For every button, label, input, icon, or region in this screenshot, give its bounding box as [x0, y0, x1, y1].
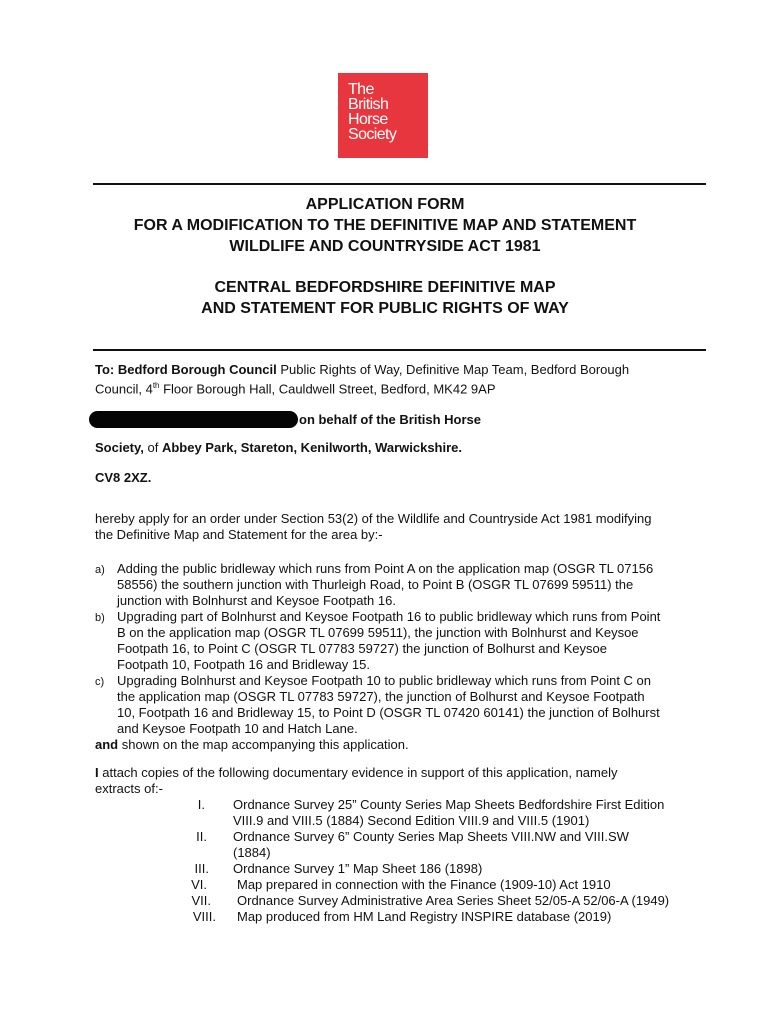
title-line: APPLICATION FORM [305, 196, 465, 213]
form-title [60, 194, 710, 257]
evidence-number: I. [197, 797, 205, 812]
item-line: Upgrading part of Bolnhurst and Keysoe Footpath 16 to public bridleway which runs from Point [117, 609, 661, 624]
addressee-council: To: Bedford Borough Council [95, 362, 277, 377]
evidence-line: (1884) [233, 845, 271, 860]
item-marker: b) [95, 612, 105, 624]
item-line: Footpath 16, to Point C (OSGR TL 07783 59727) the junction of Bolhurst and Keysoe [117, 641, 607, 656]
intro-line: hereby apply for an order under Section 53(2) of the Wildlife and Countryside Act 1981 modifying [95, 511, 652, 526]
applicant-address-line [95, 440, 462, 456]
subtitle-line: CENTRAL BEDFORDSHIRE DEFINITIVE MAP [214, 279, 556, 296]
evidence-line: VIII.9 and VIII.5 (1884) Second Edition VIII.9 and VIII.5 (1901) [233, 813, 590, 828]
item-line: the application map (OSGR TL 07783 59727), the junction of Bolhurst and Keysoe Footpath [117, 689, 645, 704]
and-shown-line [95, 737, 409, 753]
applicant-address: Abbey Park, Stareton, Kenilworth, Warwickshire. [161, 440, 463, 455]
evidence-number: VI. [191, 877, 207, 892]
applicant-postcode: CV8 2XZ. [95, 470, 152, 485]
and-rest: shown on the map accompanying this application. [118, 737, 409, 752]
intro-line: the Definitive Map and Statement for the area by:- [95, 527, 383, 542]
society-label: Society, [95, 440, 144, 455]
subtitle-line: AND STATEMENT FOR PUBLIC RIGHTS OF WAY [201, 300, 569, 317]
top-divider [93, 183, 706, 185]
middle-divider [93, 349, 706, 351]
evidence-line: Ordnance Survey Administrative Area Series Sheet 52/05-A 52/06-A (1949) [237, 893, 670, 908]
evidence-line: Map prepared in connection with the Finance (1909-10) Act 1910 [237, 877, 611, 892]
title-line: FOR A MODIFICATION TO THE DEFINITIVE MAP AND STATEMENT [133, 217, 637, 234]
evidence-number: II. [196, 829, 207, 844]
item-line: junction with Bolnhurst and Keysoe Footpath 16. [117, 593, 396, 608]
attach-line-2: extracts of:- [95, 781, 163, 796]
and-word: and [95, 737, 119, 752]
addressee-line-1 [95, 362, 629, 378]
item-line: 10, Footpath 16 and Bridleway 15, to Point D (OSGR TL 07420 60141) the junction of Bolhurst [117, 705, 660, 720]
addressee-address-b: Floor Borough Hall, Cauldwell Street, Bedford, MK42 9AP [159, 381, 496, 397]
item-line: Adding the public bridleway which runs from Point A on the application map (OSGR TL 07156 [117, 561, 654, 576]
addressee-ordinal: th [152, 381, 160, 390]
title-line: WILDLIFE AND COUNTRYSIDE ACT 1981 [229, 238, 541, 255]
british-horse-society-logo [338, 73, 428, 158]
evidence-line: Ordnance Survey 25” County Series Map Sheets Bedfordshire First Edition [233, 797, 665, 812]
evidence-line: Ordnance Survey 1” Map Sheet 186 (1898) [233, 861, 483, 876]
evidence-number: VII. [191, 893, 211, 908]
item-line: Upgrading Bolnhurst and Keysoe Footpath 10 to public bridleway which runs from Point C on [117, 673, 652, 688]
attach-rest: attach copies of the following documentary evidence in support of this application, namely [98, 765, 618, 780]
item-line: B on the application map (OSGR TL 07699 59511), the junction with Bolnhurst and Keysoe [117, 625, 639, 640]
logo-line: Horse [348, 111, 388, 128]
evidence-line: Ordnance Survey 6” County Series Map Sheets VIII.NW and VIII.SW [233, 829, 629, 844]
item-line: Footpath 10, Footpath 16 and Bridleway 15. [117, 657, 370, 672]
redacted-name [89, 411, 298, 428]
on-behalf-text: on behalf of the British Horse [299, 412, 482, 427]
attach-line-1 [95, 765, 617, 781]
evidence-line: Map produced from HM Land Registry INSPIRE database (2019) [237, 909, 612, 924]
item-marker: c) [95, 676, 105, 688]
logo-line: The [348, 81, 374, 98]
item-line: and Keysoe Footpath 10 and Hatch Lane. [117, 721, 358, 736]
item-line: 58556) the southern junction with Thurleigh Road, to Point B (OSGR TL 07699 59511) the [117, 577, 634, 592]
of-text: of [143, 440, 162, 455]
addressee-line-2 [95, 378, 496, 397]
evidence-number: III. [194, 861, 209, 876]
evidence-number: VIII. [192, 909, 216, 924]
item-marker: a) [95, 564, 105, 576]
form-subtitle [60, 277, 710, 319]
addressee-address-a: Council, 4 [95, 381, 153, 397]
logo-line: British [348, 96, 389, 113]
logo-line: Society [348, 126, 397, 143]
attach-i: I [95, 765, 99, 780]
addressee-team: Public Rights of Way, Definitive Map Team, Bedford Borough [276, 362, 630, 377]
